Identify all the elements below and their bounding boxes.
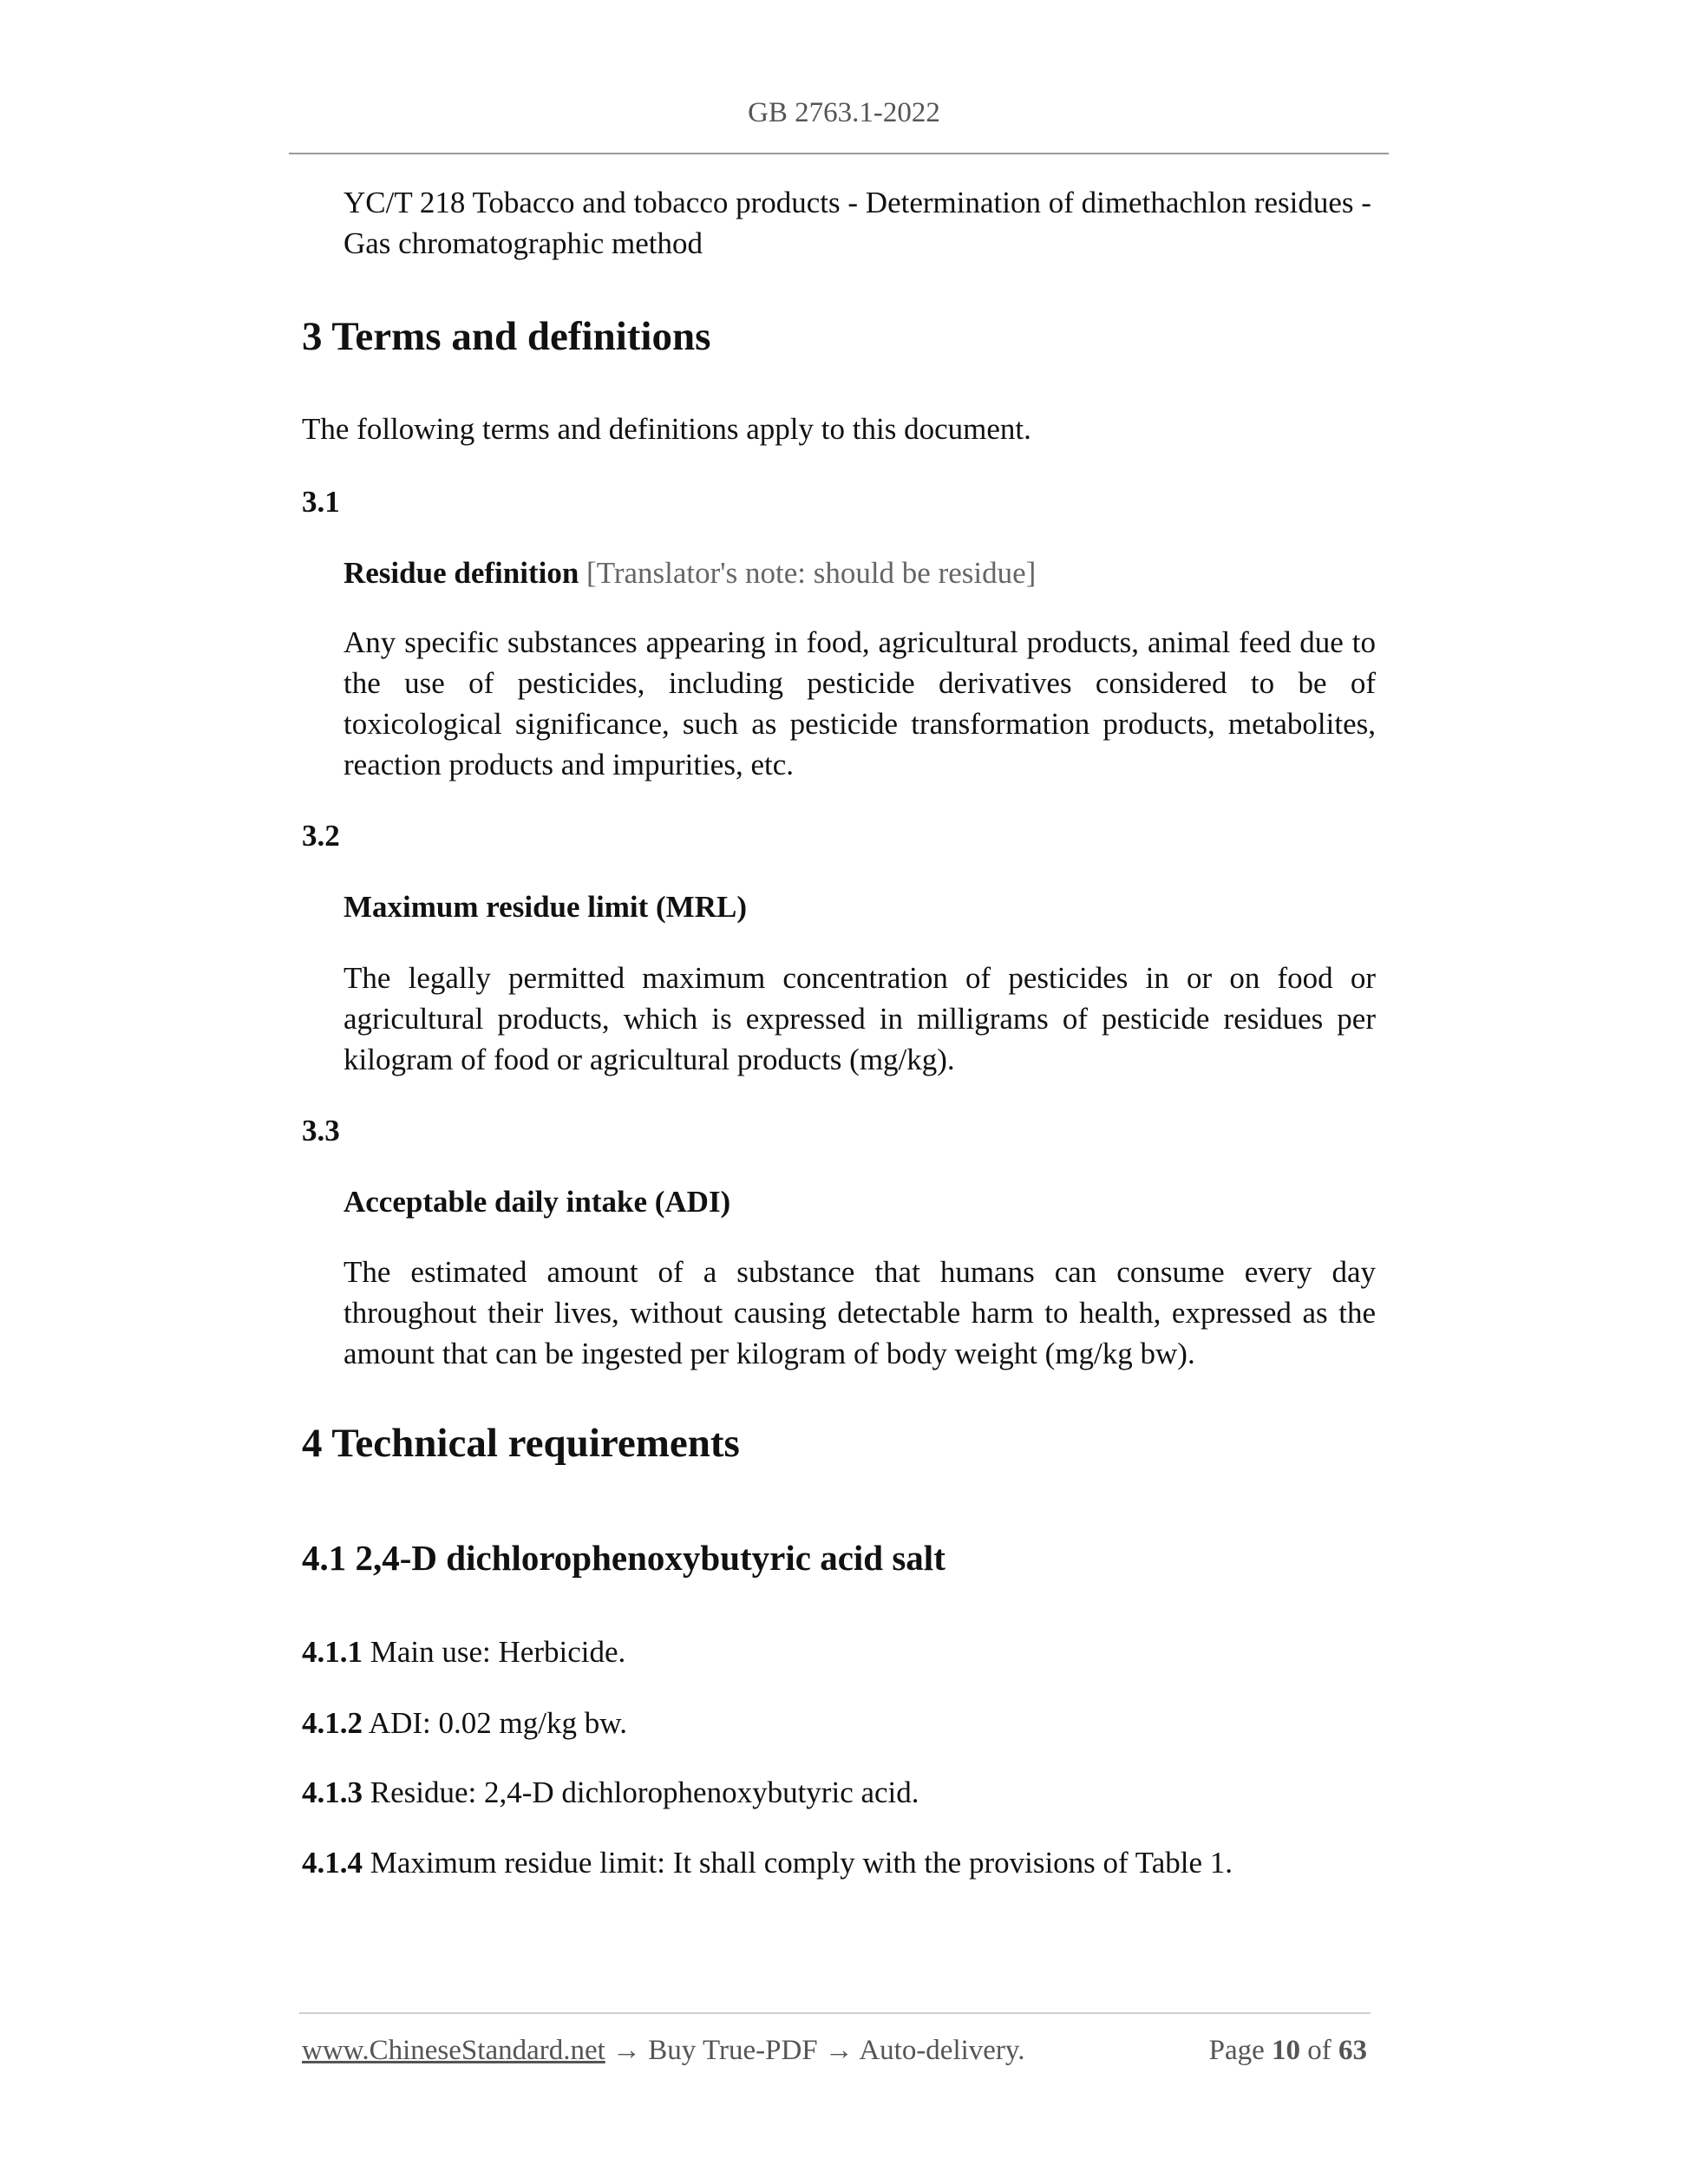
- term-definition-3-2: The legally permitted maximum concentration of pesticides in or on food or agricultural products, which is expressed in milligrams of pesticide residues per kilogram of food or agricultural products (mg/kg).: [343, 961, 1376, 1076]
- clause-text: ADI: 0.02 mg/kg bw.: [368, 1706, 627, 1740]
- clause-4-1-3: [302, 1772, 1377, 1813]
- page-total: 63: [1338, 2035, 1367, 2066]
- section-3-intro: The following terms and definitions apply to this document.: [302, 412, 1031, 446]
- arrow-right-icon: →: [612, 2035, 642, 2066]
- term-number-3-3: 3.3: [302, 1114, 340, 1148]
- arrow-right-icon: →: [824, 2035, 854, 2066]
- term-title-3-2: Maximum residue limit (MRL): [343, 890, 747, 924]
- website-link[interactable]: www.ChineseStandard.net: [302, 2035, 605, 2066]
- translator-note: [Translator's note: should be residue]: [586, 556, 1037, 590]
- term-number-3-1: 3.1: [302, 485, 340, 519]
- of-label: of: [1307, 2035, 1331, 2066]
- header-divider: [289, 153, 1389, 154]
- clause-number: 4.1.4: [302, 1846, 363, 1880]
- clause-4-1-1: [302, 1631, 1377, 1672]
- term-definition-3-3: The estimated amount of a substance that humans can consume every day throughout their lives, without causing detectable harm to health, expressed as the amount that can be ingested per kilogram of body weight (mg/kg bw).: [343, 1255, 1376, 1370]
- clause-text: Maximum residue limit: It shall comply with the provisions of Table 1.: [370, 1846, 1233, 1880]
- page-number: [1209, 2031, 1367, 2070]
- clause-number: 4.1.2: [302, 1706, 363, 1740]
- term-number-3-2: 3.2: [302, 819, 340, 853]
- clause-text: Residue: 2,4-D dichlorophenoxybutyric acid.: [370, 1775, 919, 1809]
- clause-text: Main use: Herbicide.: [370, 1635, 626, 1669]
- clause-number: 4.1.3: [302, 1775, 363, 1809]
- term-name: Residue definition: [343, 556, 579, 590]
- clause-4-1-2: [302, 1703, 1377, 1743]
- section-4-1-heading: 4.1 2,4-D dichlorophenoxybutyric acid salt: [302, 1538, 945, 1578]
- term-title-3-1: [343, 553, 1376, 593]
- auto-delivery-text: Auto-delivery.: [859, 2035, 1025, 2066]
- page-label: Page: [1208, 2035, 1265, 2066]
- section-3-heading: 3 Terms and definitions: [302, 314, 711, 359]
- reference-entry: YC/T 218 Tobacco and tobacco products - Determination of dimethachlon residues - Gas chromatographic method: [343, 186, 1371, 260]
- clause-number: 4.1.1: [302, 1635, 363, 1669]
- term-title-3-3: Acceptable daily intake (ADI): [343, 1185, 731, 1219]
- buy-pdf-text: Buy True-PDF: [648, 2035, 818, 2066]
- footer-divider: [299, 2012, 1371, 2014]
- term-definition-3-1: Any specific substances appearing in food, agricultural products, animal feed due to the use of pesticides, including pesticide derivatives considered to be of toxicological significance, such as pesticide transformation products, metabolites, reaction products and impurities, etc.: [343, 625, 1376, 781]
- footer-promo: [302, 2031, 1025, 2070]
- section-4-heading: 4 Technical requirements: [302, 1421, 740, 1466]
- document-header-title: GB 2763.1-2022: [748, 97, 940, 128]
- clause-4-1-4: [302, 1842, 1377, 1883]
- page-current: 10: [1272, 2035, 1300, 2066]
